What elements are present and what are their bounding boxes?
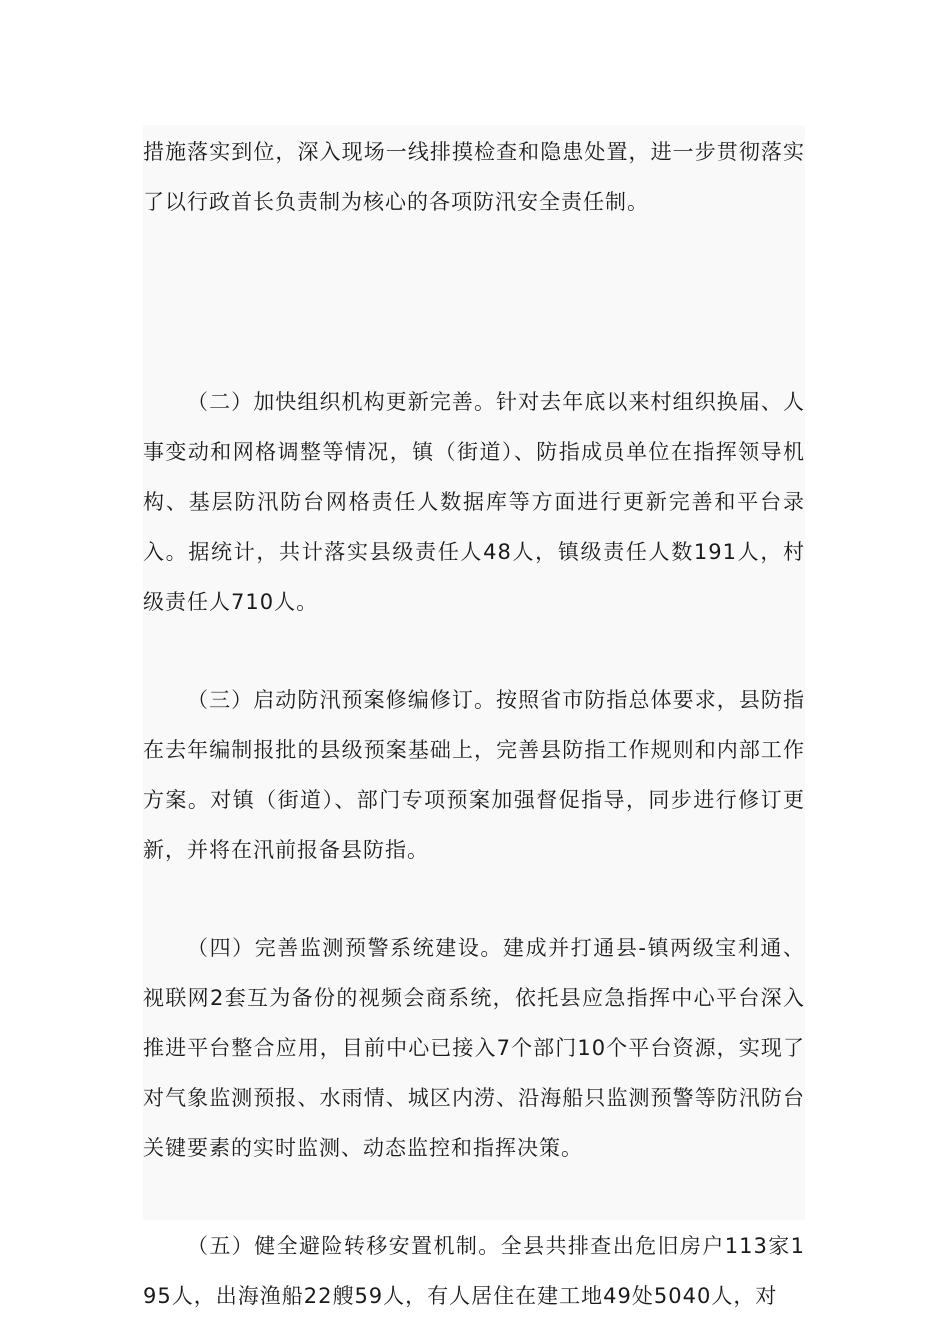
paragraph-2: （二）加快组织机构更新完善。针对去年底以来村组织换届、人事变动和网格调整等情况，镇（街道）、防指成员单位在指挥领导机构、基层防汛防台网格责任人数据库等方面进行更新完善和平台录入。据统计，共计落实县级责任人48人，镇级责任人数191人，村级责任人710人。: [143, 390, 805, 614]
paragraph-4: （四）完善监测预警系统建设。建成并打通县-镇两级宝利通、视联网2套互为备份的视频会商系统，依托县应急指挥中心平台深入推进平台整合应用，目前中心已接入7个部门10个平台资源，实现了对气象监测预报、水雨情、城区内涝、沿海船只监测预警等防汛防台关键要素的实时监测、动态监控和指挥决策。: [143, 936, 805, 1160]
document-body: [143, 125, 805, 1308]
paragraph-3: （三）启动防汛预案修编修订。按照省市防指总体要求，县防指在去年编制报批的县级预案基础上，完善县防指工作规则和内部工作方案。对镇（街道）、部门专项预案加强督促指导，同步进行修订更新，并将在汛前报备县防指。: [143, 688, 805, 862]
paragraph-1: 措施落实到位，深入现场一线排摸检查和隐患处置，进一步贯彻落实了以行政首长负责制为核心的各项防汛安全责任制。: [143, 140, 805, 214]
paragraph-5: （五）健全避险转移安置机制。全县共排查出危旧房户113家195人，出海渔船22艘59人，有人居住在建工地49处5040人，对: [143, 1234, 805, 1308]
